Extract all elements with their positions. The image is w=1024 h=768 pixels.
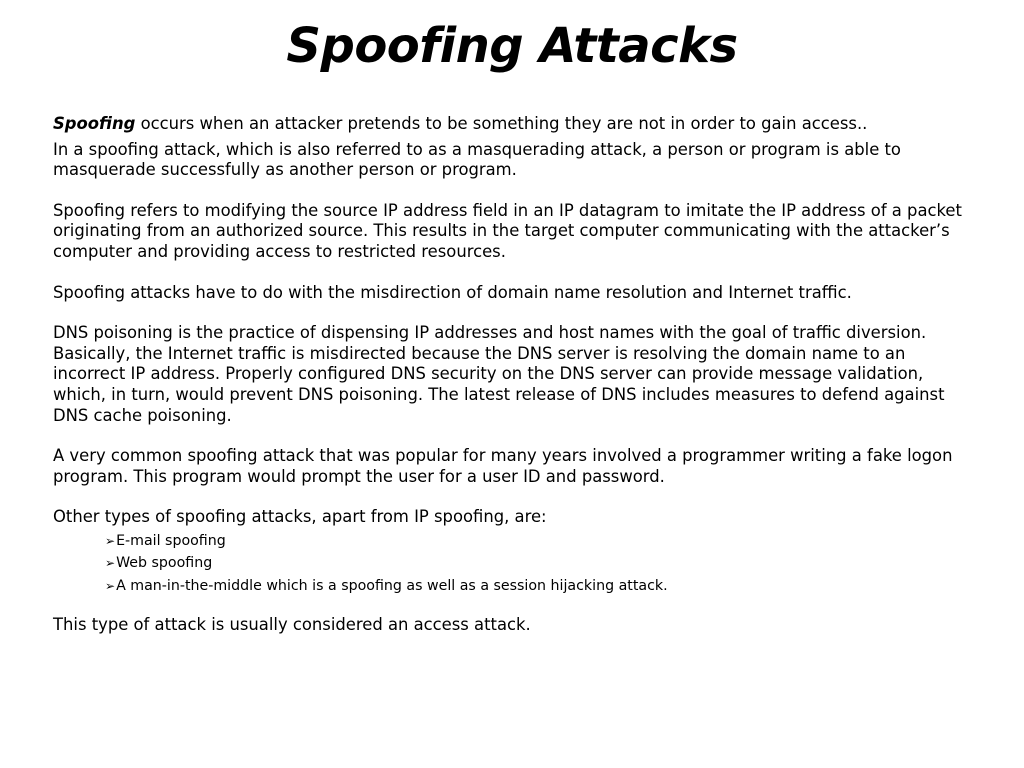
intro-text: occurs when an attacker pretends to be something they are not in order to gain access..	[135, 114, 868, 133]
slide-title: Spoofing Attacks	[286, 18, 738, 74]
intro-term: Spoofing	[53, 114, 136, 133]
masquerading-paragraph: In a spoofing attack, which is also referred to as a masquerading attack, a person or program is able to masquerade successfully as another person or program.	[53, 139, 901, 180]
spoofing-types-list	[105, 530, 973, 597]
ip-spoofing-paragraph: Spoofing refers to modifying the source IP address field in an IP datagram to imitate the IP address of a packet originating from an authorized source. This results in the target computer communicating with the attacker’s computer and providing access to restricted resources.	[53, 200, 962, 261]
intro-paragraph	[53, 114, 973, 135]
arrow-bullet-icon: ➢	[105, 578, 116, 593]
arrow-bullet-icon: ➢	[105, 556, 116, 571]
list-item-label: A man-in-the-middle which is a spoofing as well as a session hijacking attack.	[116, 577, 668, 594]
other-types-paragraph: Other types of spoofing attacks, apart from IP spoofing, are:	[53, 507, 547, 527]
list-item-label: E-mail spoofing	[116, 532, 226, 549]
list-item	[105, 575, 973, 597]
slide-body	[53, 114, 973, 636]
closing-paragraph: This type of attack is usually considered an access attack.	[53, 615, 531, 635]
fake-logon-paragraph: A very common spoofing attack that was popular for many years involved a programmer writing a fake logon program. This program would prompt the user for a user ID and password.	[53, 446, 953, 486]
arrow-bullet-icon: ➢	[105, 533, 116, 548]
list-item	[105, 530, 973, 552]
dns-poisoning-paragraph: DNS poisoning is the practice of dispensing IP addresses and host names with the goal of traffic diversion. Basically, the Internet traffic is misdirected because the DNS server is resolving the domain name to an incorrect IP address. Properly configured DNS security on the DNS server can provide message validation, which, in turn, would prevent DNS poisoning. The latest release of DNS includes measures to defend against DNS cache poisoning.	[53, 323, 945, 425]
list-item-label: Web spoofing	[116, 555, 213, 572]
dns-misdirection-paragraph: Spoofing attacks have to do with the misdirection of domain name resolution and Internet traffic.	[53, 282, 852, 302]
list-item	[105, 552, 973, 574]
